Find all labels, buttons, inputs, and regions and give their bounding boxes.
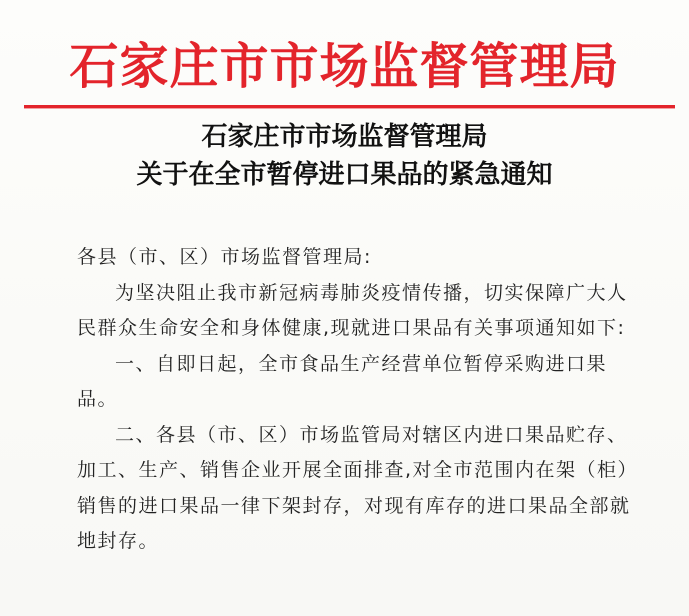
notice-title-line-1: 石家庄市市场监督管理局 [201,122,488,152]
letterhead-red-rule [24,105,675,109]
paragraph-intro: 为坚决阻止我市新冠病毒肺炎疫情传播，切实保障广大人民群众生命安全和身体健康,现就进口果品有关事项通知如下: [77,281,628,339]
letterhead-org-name: 石家庄市市场监督管理局 [69,37,620,95]
notice-body [77,240,635,560]
notice-title-line-2: 关于在全市暂停进口果品的紧急通知 [136,160,553,190]
salutation: 各县（市、区）市场监督管理局: [77,246,372,268]
paragraph-item-1: 一、自即日起，全市食品生产经营单位暂停采购进口果品。 [77,352,608,410]
paragraph-item-2: 二、各县（市、区）市场监管局对辖区内进口果品贮存、加工、生产、销售企业开展全面排查,对全市范围内在架（柜）销售的进口果品一律下架封存，对现有库存的进口果品全部就地封存。 [77,423,631,552]
